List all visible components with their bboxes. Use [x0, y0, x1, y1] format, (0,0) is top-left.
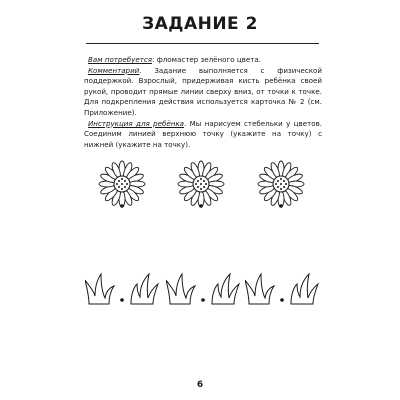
page-number: 6: [196, 380, 204, 390]
seed: [121, 178, 123, 180]
seed: [126, 183, 128, 185]
seed: [277, 180, 279, 182]
seed: [195, 183, 197, 185]
flower-icon: [250, 160, 312, 210]
seed: [280, 183, 282, 185]
instruction-text: . Мы нарисуем стебельки у цветов. Соединим линией верхнюю точку (укажите на точку) с нижней (укажите на точку).: [84, 118, 323, 149]
flower-dot: [279, 204, 283, 208]
flower-dot: [199, 204, 203, 208]
seed: [280, 178, 282, 180]
materials-text: : фломастер зелёного цвета.: [152, 55, 261, 64]
seed: [203, 180, 205, 182]
seed: [121, 188, 123, 190]
seed: [277, 186, 279, 188]
task-description: [84, 55, 322, 150]
flower-icon: [170, 160, 232, 210]
seed: [283, 180, 285, 182]
flower-dot: [120, 204, 124, 208]
comment-paragraph: [84, 66, 322, 119]
seed: [118, 186, 120, 188]
seed: [285, 183, 287, 185]
seed: [200, 188, 202, 190]
seed: [283, 186, 285, 188]
grass-icon: [166, 270, 240, 308]
seed: [124, 186, 126, 188]
seed: [203, 186, 205, 188]
seed: [118, 180, 120, 182]
task-title: ЗАДАНИЕ 2: [142, 14, 258, 34]
seed: [197, 186, 199, 188]
seed: [116, 183, 118, 185]
grass-icon: [245, 270, 319, 308]
comment-label: Комментарий: [88, 65, 140, 75]
materials-paragraph: [84, 55, 322, 66]
flower-icon: [91, 160, 153, 210]
seed: [205, 183, 207, 185]
grass-dot: [201, 298, 205, 302]
materials-label: Вам потребуется: [88, 55, 153, 64]
seed: [200, 183, 202, 185]
seed: [275, 183, 277, 185]
instruction-label: Инструкция для ребёнка: [88, 118, 185, 128]
seed: [121, 183, 123, 185]
seed: [124, 180, 126, 182]
seed: [197, 180, 199, 182]
grass-dot: [280, 298, 284, 302]
instruction-paragraph: [84, 119, 322, 151]
comment-text: . Задание выполняется с физической поддержкой. Взрослый, придерживая кисть ребёнка своей рукой, проводит прямые линии сверху вниз, от точки к точке. Для подкрепления действия используется карточка № 2 (см. Приложение).: [84, 65, 322, 117]
title-divider: [86, 43, 319, 44]
seed: [280, 188, 282, 190]
seed: [200, 178, 202, 180]
grass-icon: [85, 270, 159, 308]
grass-dot: [120, 298, 124, 302]
